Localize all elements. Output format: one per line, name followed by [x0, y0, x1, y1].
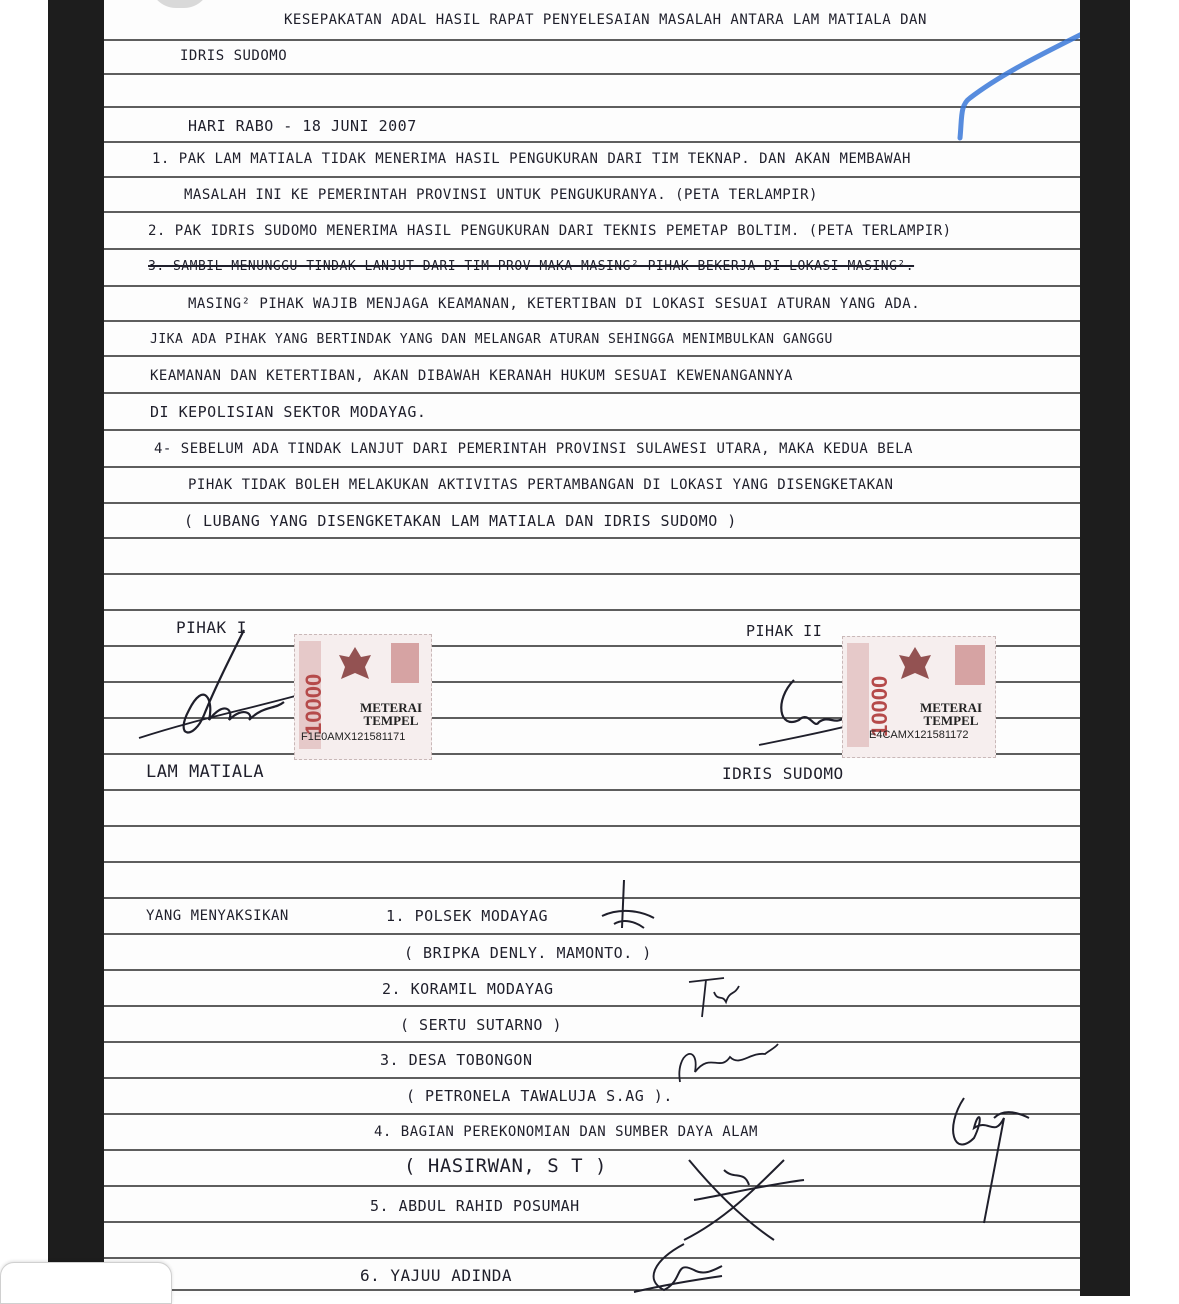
witness-4-sub: ( HASIRWAN, S T ) — [404, 1155, 607, 1177]
point-3-line-3: KEAMANAN DAN KETERTIBAN, AKAN DIBAWAH KERANAH HUKUM SESUAI KEWENANGANNYA — [150, 368, 793, 384]
witness-2-signature — [684, 972, 744, 1022]
party-2-stamp-serial: E4CAMX121581172 — [869, 729, 969, 741]
bottom-toolbar-tab[interactable] — [0, 1262, 172, 1304]
garuda-emblem-icon — [895, 643, 935, 693]
witness-5-line: 5. ABDUL RAHID POSUMAH — [370, 1197, 580, 1215]
witness-6-line: 6. YAJUU ADINDA — [360, 1266, 512, 1285]
viewer-border-right — [1080, 0, 1130, 1296]
point-1-line-2: MASALAH INI KE PEMERINTAH PROVINSI UNTUK PENGUKURANYA. (PETA TERLAMPIR) — [184, 187, 818, 203]
viewer-margin-left — [0, 0, 48, 1296]
party-2-label: PIHAK II — [746, 622, 823, 640]
viewer-margin-right — [1130, 0, 1179, 1296]
witness-3-line: 3. DESA TOBONGON — [380, 1051, 533, 1069]
party-1-name: LAM MATIALA — [146, 762, 265, 782]
point-3-line-2: JIKA ADA PIHAK YANG BERTINDAK YANG DAN MELANGAR ATURAN SEHINGGA MENIMBULKAN GANGGU — [150, 332, 833, 347]
date-line: HARI RABO - 18 JUNI 2007 — [188, 117, 417, 135]
party-2-stamp-value: 10000 — [867, 675, 892, 737]
party-2-stamp — [842, 636, 996, 758]
witness-1-line: 1. POLSEK MODAYAG — [386, 907, 549, 925]
witness-3-sub: ( PETRONELA TAWALUJA S.AG ). — [406, 1087, 673, 1105]
witness-2-line: 2. KORAMIL MODAYAG — [382, 980, 554, 998]
point-4-line-3: ( LUBANG YANG DISENGKETAKAN LAM MATIALA DAN IDRIS SUDOMO ) — [184, 512, 737, 530]
party-1-label: PIHAK I — [176, 618, 247, 637]
garuda-emblem-icon — [335, 643, 375, 693]
document-title-cont: IDRIS SUDOMO — [180, 48, 288, 64]
point-4-line-1: 4- SEBELUM ADA TINDAK LANJUT DARI PEMERINTAH PROVINSI SULAWESI UTARA, MAKA KEDUA BELA — [154, 441, 913, 457]
point-1-line-1: 1. PAK LAM MATIALA TIDAK MENERIMA HASIL PENGUKURAN DARI TIM TEKNAP. DAN AKAN MEMBAWAH — [152, 151, 911, 167]
document-title: KESEPAKATAN ADAL HASIL RAPAT PENYELESAIAN MASALAH ANTARA LAM MATIALA DAN — [284, 12, 927, 28]
party-1-signature — [134, 620, 304, 750]
party-2-stamp-title: METERAI TEMPEL — [919, 700, 983, 728]
point-3-line-4: DI KEPOLISIAN SEKTOR MODAYAG. — [150, 403, 427, 421]
document-page — [104, 0, 1080, 1296]
point-2-line-1: 2. PAK IDRIS SUDOMO MENERIMA HASIL PENGUKURAN DARI TEKNIS PEMETAP BOLTIM. (PETA TERLAMPIR) — [148, 223, 952, 239]
party-1-stamp-title: METERAI TEMPEL — [359, 700, 423, 728]
party-1-stamp-serial: F1E0AMX121581171 — [301, 731, 406, 743]
witness-4-line: 4. BAGIAN PEREKONOMIAN DAN SUMBER DAYA ALAM — [374, 1124, 758, 1140]
witness-4-signature — [934, 1088, 1034, 1228]
party-2-name: IDRIS SUDOMO — [722, 764, 844, 783]
party-1-stamp-value: 10000 — [301, 673, 326, 735]
witness-2-sub: ( SERTU SUTARNO ) — [400, 1016, 563, 1034]
witness-5-signature — [664, 1140, 814, 1250]
party-1-stamp — [294, 634, 432, 760]
point-3-struck-line: 3. SAMBIL MENUNGGU TINDAK LANJUT DARI TIM PROV MAKA MASING² PIHAK BEKERJA DI LOKASI MASING². — [148, 259, 915, 274]
point-3-line-1: MASING² PIHAK WAJIB MENJAGA KEAMANAN, KETERTIBAN DI LOKASI SESUAI ATURAN YANG ADA. — [188, 296, 921, 312]
witness-1-sub: ( BRIPKA DENLY. MAMONTO. ) — [404, 944, 652, 962]
witness-1-signature — [594, 878, 664, 938]
witness-6-signature — [624, 1240, 724, 1296]
viewer-border-left — [48, 0, 104, 1296]
point-4-line-2: PIHAK TIDAK BOLEH MELAKUKAN AKTIVITAS PERTAMBANGAN DI LOKASI YANG DISENGKETAKAN — [188, 477, 894, 493]
witness-3-signature — [670, 1032, 780, 1092]
witnesses-label: YANG MENYAKSIKAN — [146, 908, 289, 924]
